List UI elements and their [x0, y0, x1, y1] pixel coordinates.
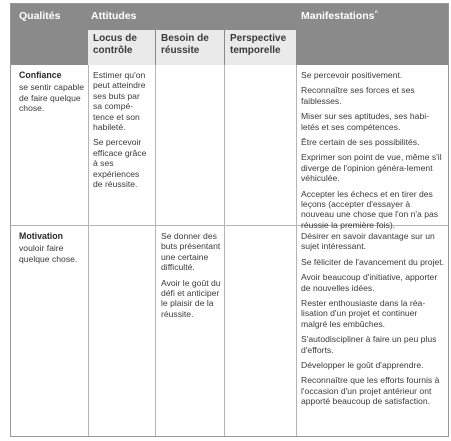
row-motivation-manifestations: [301, 231, 445, 412]
subheader-besoin-label: Besoin de réussite: [161, 33, 209, 56]
manifestation-item: Exprimer son point de vue, même s'il diverge de l'opinion généra-lement véhiculée.: [301, 152, 442, 184]
row-confiance-manifestations: [301, 70, 445, 235]
subheader-perspective: [225, 30, 296, 65]
manifestation-item: Reconnaître que les efforts fournis à l'occasion d'un projet antérieur ont apporté beaucoup de satisfaction.: [301, 375, 440, 407]
subheader-besoin: [156, 30, 224, 65]
header-manifestations: Manifestations^: [301, 10, 379, 22]
qualities-table: [10, 3, 449, 437]
manifestation-item: Développer le goût d'apprendre.: [301, 360, 424, 371]
header-attitudes: Attitudes: [91, 10, 137, 22]
divider-col2: [155, 65, 156, 436]
quality-description: se sentir capable de faire quelque chose.: [19, 82, 84, 114]
row-confiance-locus: [93, 70, 151, 194]
header-manifestations-mark: ^: [374, 10, 379, 17]
besoin-item: Se donner des buts présentant une certaine difficulté.: [161, 231, 221, 273]
manifestation-item: Rester enthousiaste dans la réa-lisation d'un projet et continuer malgré les embûches.: [301, 298, 426, 329]
locus-item: Se percevoir efficace grâce à ses expériences de réussite.: [93, 137, 147, 190]
manifestation-item: Se féliciter de l'avancement du projet.: [301, 256, 445, 267]
locus-item: Estimer qu'on peut atteindre ses buts par sa compé-tence et son habileté.: [93, 70, 146, 133]
manifestation-item: Accepter les échecs et en tirer des leçons (accepter d'essayer à nouveau une chose que l'on n'a pas réussie la première fois).: [301, 188, 439, 230]
subheader-locus-label: Locus de contrôle: [93, 33, 137, 56]
manifestation-item: Miser sur ses aptitudes, ses habi-letés et ses compétences.: [301, 111, 430, 132]
row-confiance-quality: [19, 70, 85, 114]
divider-col4: [296, 65, 297, 436]
divider-col1: [88, 65, 89, 436]
manifestation-item: Reconnaître ses forces et ses faiblesses.: [301, 85, 415, 106]
besoin-item: Avoir le goût du défi et anticiper le plaisir de la réussite.: [161, 277, 221, 319]
manifestation-item: Être certain de ses possibilités.: [301, 137, 420, 148]
quality-description: vouloir faire quelque chose.: [19, 243, 78, 264]
manifestation-item: Avoir beaucoup d'initiative, apporter de nouvelles idées.: [301, 272, 438, 293]
manifestation-item: Désirer en savoir davantage sur un sujet intéressant.: [301, 231, 435, 252]
subheader-perspective-label: Perspective temporelle: [230, 33, 287, 56]
divider-col3: [224, 65, 225, 436]
header-row-sub: [11, 30, 448, 65]
subheader-locus: [88, 30, 155, 65]
row-motivation-besoin: [161, 231, 221, 324]
quality-title: Motivation: [19, 231, 63, 241]
quality-title: Confiance: [19, 70, 62, 80]
header-row-main: [11, 4, 448, 30]
header-qualites: Qualités: [19, 10, 61, 22]
row-motivation-quality: [19, 231, 85, 264]
manifestation-item: Se percevoir positivement.: [301, 70, 403, 80]
manifestation-item: S'autodiscipliner à faire un peu plus d'efforts.: [301, 334, 437, 355]
